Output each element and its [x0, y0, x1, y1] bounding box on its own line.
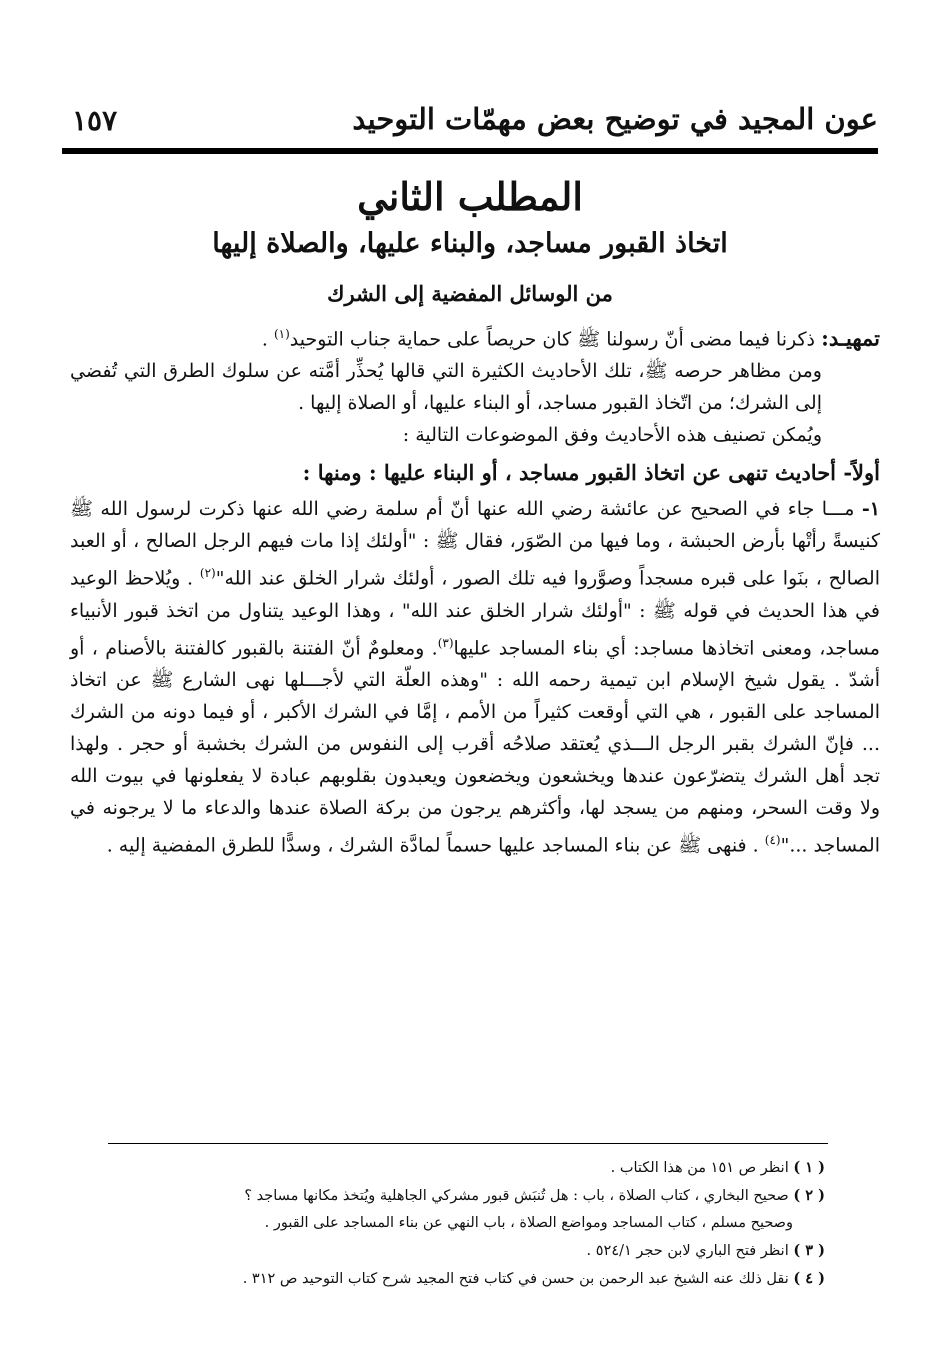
footnote-4 — [100, 1265, 825, 1293]
footnote-1-number: ( ١ ) — [793, 1159, 825, 1176]
footnote-3 — [100, 1237, 825, 1265]
item-1-part1: مـــا جاء في الصحيح عن عائشة رضي الله عنها أنّ أم سلمة رضي الله عنها ذكرت لرسول الله ﷺ كنيسةً رأتْها بأرض الحبشة ، وما فيها من الصّوَر، فقال ﷺ : "أولئك إذا مات فيهم الرجل الصالح ، أو العبد الصالح ، بنَوا على قبره مسجداً وصوَّروا فيه تلك الصور ، أولئك شرار الخلق عند الله" — [70, 498, 880, 590]
intro-paragraph — [70, 318, 880, 355]
paragraph-2: ومن مظاهر حرصه ﷺ، تلك الأحاديث الكثيرة التي قالها يُحذِّر أمَّته عن سلوك الطرق التي تُفضي إلى الشرك؛ من اتّخاذ القبور مساجد، أو البناء عليها، أو الصلاة إليها . — [70, 360, 822, 415]
footnote-3-text: انظر فتح الباري لابن حجر ٥٢٤/١ . — [586, 1243, 789, 1259]
heading-first: أولاً- أحاديث تنهى عن اتخاذ القبور مساجد ، أو البناء عليها : ومنها : — [302, 460, 880, 486]
header-rule — [62, 148, 878, 154]
item-1 — [70, 493, 880, 861]
running-title: عون المجيد في توضيح بعض مهمّات التوحيد — [352, 102, 878, 136]
paragraph-3: ويُمكن تصنيف هذه الأحاديث وفق الموضوعات التالية : — [402, 424, 822, 447]
footnote-1 — [100, 1154, 825, 1182]
intro-text: ذكرنا فيما مضى أنّ رسولنا ﷺ كان حريصاً على حماية جناب التوحيد — [289, 328, 816, 351]
footnote-divider — [108, 1143, 828, 1144]
footnote-ref-1: (١) — [273, 327, 290, 341]
intro-end: . — [261, 328, 274, 351]
section-title: المطلب الثاني — [357, 174, 583, 219]
footnote-4-number: ( ٤ ) — [793, 1270, 825, 1287]
running-header — [62, 100, 878, 150]
footnote-ref-4: (٤) — [764, 832, 781, 847]
section-subtitle: اتخاذ القبور مساجد، والبناء عليها، والصلاة إليها — [212, 228, 728, 259]
item-1-part2: . ويُلاحظ الوعيد في هذا الحديث في قوله ﷺ : "أولئك شرار الخلق عند الله" ، وهذا الوعيد يتناول من اتخذ قبور الأنبياء مساجد، ومعنى اتخاذها مساجد: أي بناء المساجد عليها — [70, 567, 880, 659]
footnote-2-number: ( ٢ ) — [793, 1187, 825, 1204]
footnote-2 — [100, 1182, 825, 1210]
footnote-1-text: انظر ص ١٥١ من هذا الكتاب . — [610, 1160, 789, 1176]
footnote-2-continuation: وصحيح مسلم ، كتاب المساجد ومواضع الصلاة ، باب النهي عن بناء المساجد على القبور . — [264, 1215, 793, 1231]
footnote-2-text: صحيح البخاري ، كتاب الصلاة ، باب : هل تُنبَش قبور مشركي الجاهلية ويُتخذ مكانها مساجد ؟ — [244, 1188, 789, 1204]
footnotes — [100, 1154, 825, 1293]
footnote-ref-3: (٣) — [437, 635, 454, 650]
main-text — [70, 318, 880, 861]
item-1-number: ١- — [861, 498, 880, 521]
footnote-ref-2: (٢) — [199, 566, 216, 581]
footnote-4-text: نقل ذلك عنه الشيخ عبد الرحمن بن حسن في كتاب فتح المجيد شرح كتاب التوحيد ص ٣١٢ . — [242, 1271, 789, 1287]
item-1-part3: . ومعلومٌ أنّ الفتنة بالقبور كالفتنة بالأصنام ، أو أشدّ . يقول شيخ الإسلام ابن تيمية رحمه الله : "وهذه العلّة التي لأجـــلها نهى الشارع ﷺ عن اتخاذ المساجد على القبور ، هي التي أوقعت كثيراً من الأمم ، إمَّا في الشرك الأكبر ، أو فيما دونه من الشرك ... فإنّ الشرك بقبر الرجل الـــذي يُعتقد صلاحُه أقرب إلى النفوس من الشرك بخشبة أو حجر . ولهذا تجد أهل الشرك يتضرّعون عندها ويخشعون ويخضعون ويعبدون بقلوبهم عبادة لا يفعلونها في بيوت الله ولا وقت السحر، ومنهم من يسجد لها، وأكثرهم يرجون من بركة الصلاة عندها والدعاء ما لا يرجونه في المساجد ..." — [70, 636, 880, 857]
item-1-part4: . فنهى ﷺ عن بناء المساجد عليها حسماً لمادَّة الشرك ، وسدًّا للطرق المفضية إليه . — [106, 834, 765, 857]
intro-label: تمهيـد: — [821, 325, 880, 351]
page-number: ١٥٧ — [72, 104, 118, 137]
footnote-3-number: ( ٣ ) — [793, 1242, 825, 1259]
section-subtitle-secondary: من الوسائل المفضية إلى الشرك — [327, 281, 613, 306]
